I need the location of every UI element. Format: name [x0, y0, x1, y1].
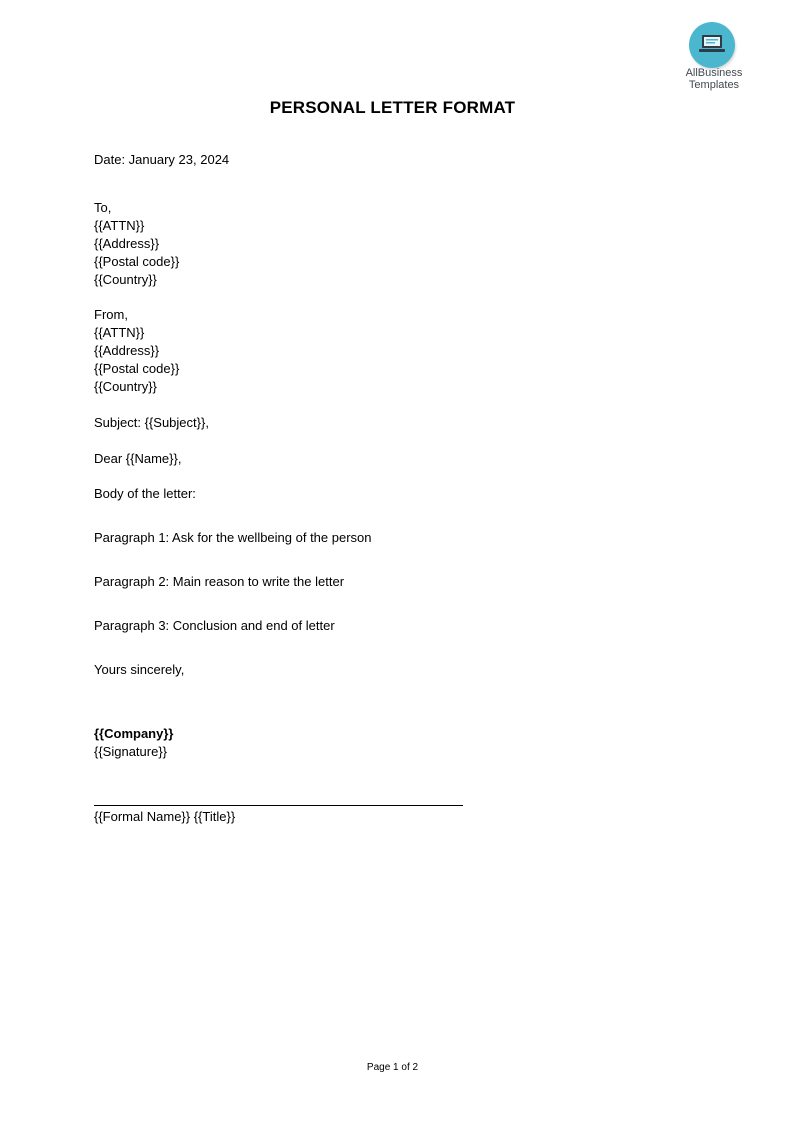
from-attn: {{ATTN}}	[94, 325, 145, 340]
to-attn: {{ATTN}}	[94, 218, 145, 233]
to-label: To,	[94, 200, 112, 215]
date-line: Date: January 23, 2024	[94, 152, 230, 167]
to-country: {{Country}}	[94, 272, 157, 287]
closing: Yours sincerely,	[94, 662, 185, 677]
company-placeholder: {{Company}}	[94, 726, 174, 741]
from-country: {{Country}}	[94, 379, 157, 394]
paragraph-1: Paragraph 1: Ask for the wellbeing of the person	[94, 530, 372, 545]
to-postal-code: {{Postal code}}	[94, 254, 180, 269]
logo-badge	[689, 22, 735, 68]
to-address: {{Address}}	[94, 236, 160, 251]
page-number: Page 1 of 2	[366, 1062, 419, 1073]
document-title: PERSONAL LETTER FORMAT	[269, 98, 516, 117]
salutation: Dear {{Name}},	[94, 451, 182, 466]
logo-line-2: Templates	[688, 79, 740, 91]
signature-placeholder: {{Signature}}	[94, 744, 168, 759]
from-address: {{Address}}	[94, 343, 160, 358]
formal-name-title: {{Formal Name}} {{Title}}	[94, 809, 236, 824]
signature-rule	[94, 805, 463, 806]
allbusiness-templates-logo	[676, 22, 752, 96]
paragraph-2: Paragraph 2: Main reason to write the letter	[94, 574, 345, 589]
paragraph-3: Paragraph 3: Conclusion and end of letter	[94, 618, 335, 633]
from-label: From,	[94, 307, 128, 322]
subject-line: Subject: {{Subject}},	[94, 415, 209, 430]
laptop-icon	[697, 32, 727, 56]
body-label: Body of the letter:	[94, 486, 196, 501]
logo-wordmark	[676, 67, 752, 91]
logo-line-1: AllBusiness	[685, 67, 743, 79]
from-postal-code: {{Postal code}}	[94, 361, 180, 376]
